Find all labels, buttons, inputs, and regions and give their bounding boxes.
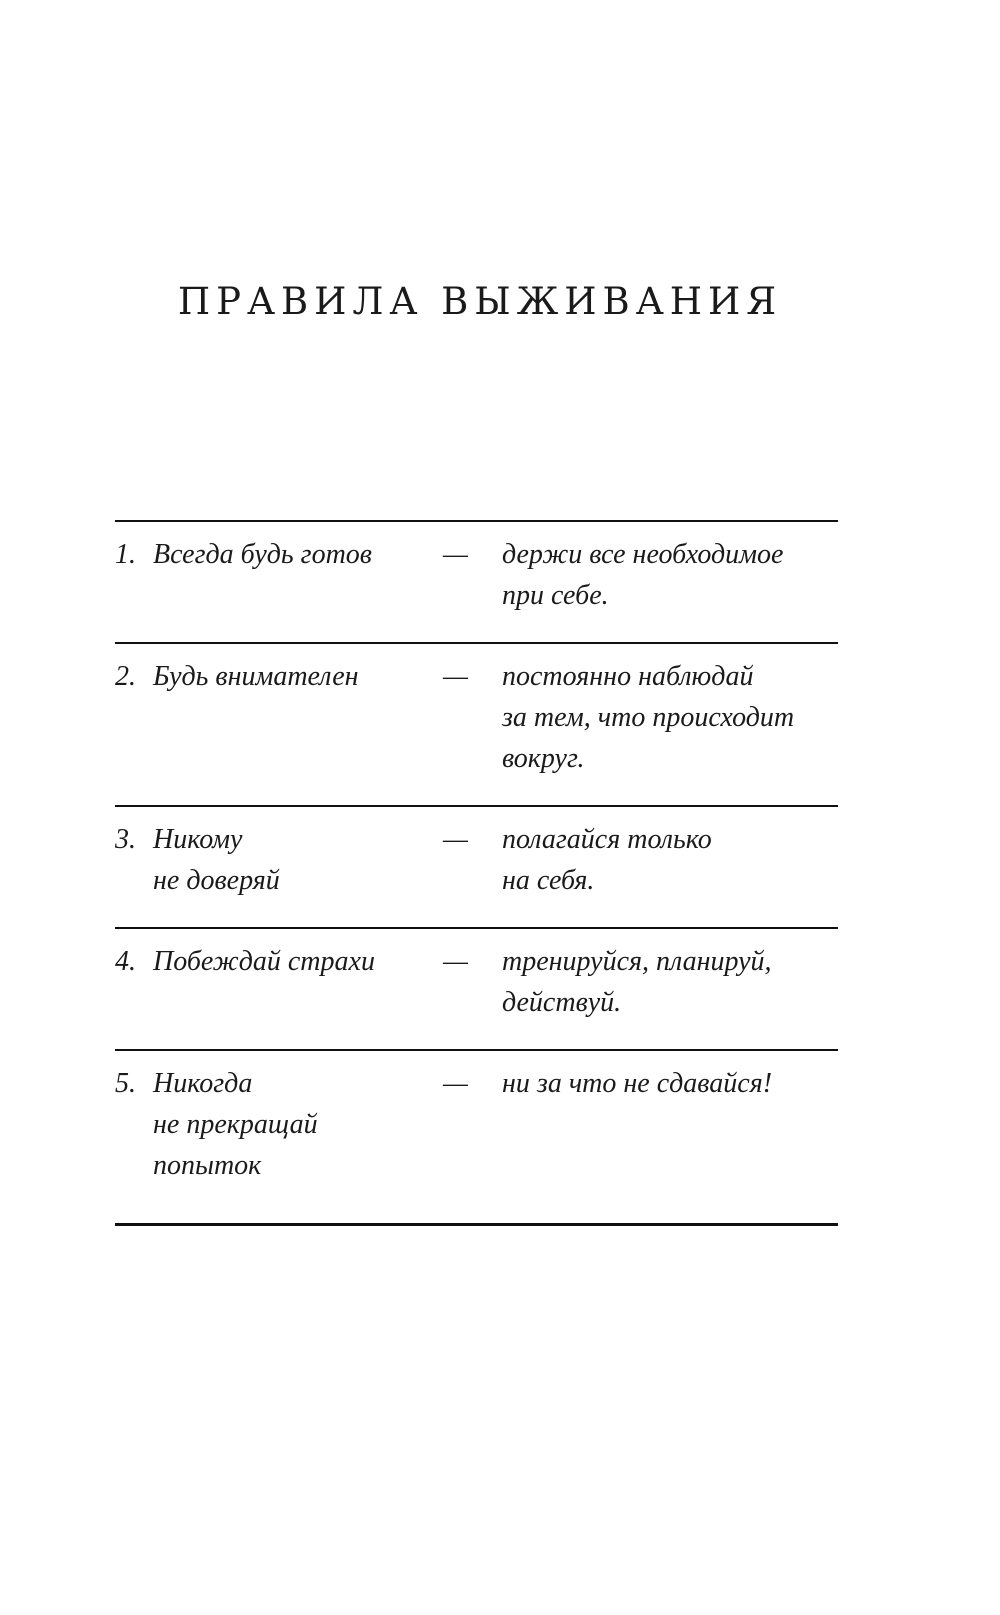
rule-dash: —: [443, 824, 468, 855]
rule-name: Никому не доверяй: [153, 824, 280, 896]
rule-dash: —: [443, 1068, 468, 1099]
rule-description: тренируйся, планируй, действуй.: [502, 946, 772, 1018]
rule-number: 1.: [115, 539, 136, 570]
rule-description: ни за что не сдавайся!: [502, 1068, 773, 1099]
rule-description: держи все необходимое при себе.: [502, 539, 784, 611]
rule-name: Побеждай страхи: [153, 946, 375, 977]
rule-number: 4.: [115, 946, 136, 977]
rule-row: [115, 807, 838, 929]
rule-row: [115, 1051, 838, 1223]
rule-dash: —: [443, 539, 468, 570]
rule-dash: —: [443, 661, 468, 692]
rule-row: [115, 644, 838, 807]
rule-number: 5.: [115, 1068, 136, 1099]
rule-name: Будь внимателен: [153, 661, 359, 692]
rule-row: [115, 522, 838, 644]
rule-dash: —: [443, 946, 468, 977]
rule-name: Никогда не прекращай попыток: [153, 1068, 318, 1181]
rule-row: [115, 929, 838, 1051]
rule-number: 3.: [115, 824, 136, 855]
page-title: ПРАВИЛА ВЫЖИВАНИЯ: [177, 280, 783, 323]
rules-table: [115, 520, 838, 1226]
rule-name: Всегда будь готов: [153, 539, 372, 570]
rule-description: постоянно наблюдай за тем, что происходит вокруг.: [502, 661, 795, 774]
rule-description: полагайся только на себя.: [502, 824, 712, 896]
rule-number: 2.: [115, 661, 136, 692]
